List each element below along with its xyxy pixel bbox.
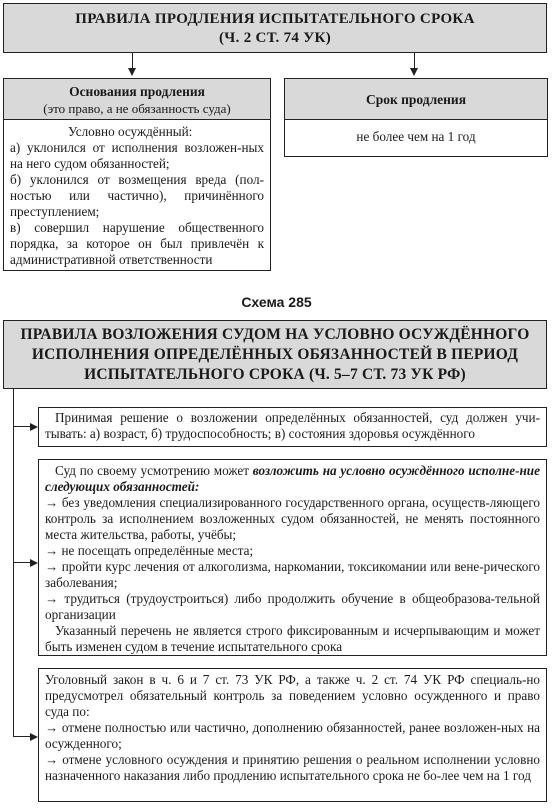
discretion-lead <box>45 463 540 495</box>
left-box-item-a: а) уклонился от исполнения возложен-ных на него судом обязанностей; <box>10 140 264 171</box>
arrow-down-right <box>410 68 418 76</box>
list-note: Указанный перечень не является строго фиксированным и исчерпывающим и может быть изменен судом в течение испытательного срока <box>45 623 540 654</box>
discretion-lead-emphasis: возложить на условно осуждённого исполне-ние следующих обязанностей: <box>45 463 540 494</box>
arrow-right-3 <box>30 733 38 741</box>
left-box-body <box>3 119 271 271</box>
control-item-2: → отмене условного осуждения и принятию решения о реальном исполнении условно назначенного наказания либо продлению испытательного срока не бо-лее чем на 1 год <box>45 752 540 783</box>
duty-item-3: → пройти курс лечения от алкоголизма, наркомании, токсикомании или вене-рического заболевания; <box>45 559 540 590</box>
control-box <box>38 668 547 802</box>
top-title-line1: ПРАВИЛА ПРОДЛЕНИЯ ИСПЫТАТЕЛЬНОГО СРОКА <box>75 11 475 27</box>
arrow-right-2 <box>30 559 38 567</box>
obligations-factors-box <box>38 407 547 447</box>
right-box-text: не более чем на 1 год <box>356 129 476 144</box>
factors-text: Принимая решение о возложении определённых обязанностей, суд должен учи-тывать: а) возраст, б) трудоспособность; в) состояния здоровья осуждённого <box>45 410 540 441</box>
right-box-body <box>284 119 548 157</box>
discretion-lead-text: Суд по своему усмотрению может <box>55 463 253 478</box>
branch-1 <box>13 426 31 427</box>
arrow-down-left <box>128 68 136 76</box>
left-box-subtitle: (это право, а не обязанность суда) <box>43 101 231 116</box>
left-box-intro: Условно осуждённый: <box>68 124 193 139</box>
duty-item-4: → трудиться (трудоустроиться) либо продолжить обучение в общеобразова-тельной организации <box>45 591 540 622</box>
arrow-right-1 <box>30 423 38 431</box>
right-box-header <box>284 78 548 120</box>
main-title-line2: ИСПОЛНЕНИЯ ОПРЕДЕЛЁННЫХ ОБЯЗАННОСТЕЙ В ПЕРИОД <box>31 346 519 363</box>
left-box-item-c: в) совершил нарушение общественного порядка, за которое он был привлечён к административной ответственности <box>10 220 264 267</box>
control-item-1: → отмене полностью или частично, дополнению обязанностей, ранее возложен-ных на осужденного; <box>45 720 540 751</box>
scheme-label: Схема 285 <box>241 294 312 310</box>
main-title-line1: ПРАВИЛА ВОЗЛОЖЕНИЯ СУДОМ НА УСЛОВНО ОСУЖДЁННОГО <box>20 326 530 343</box>
right-box-title: Срок продления <box>365 92 467 107</box>
main-title-line3: ИСПЫТАТЕЛЬНОГО СРОКА (Ч. 5–7 СТ. 73 УК РФ) <box>84 366 466 383</box>
left-box-item-b: б) уклонился от возмещения вреда (пол-ностью или частично), причинённого преступлением; <box>10 172 264 219</box>
branch-2 <box>13 562 31 563</box>
top-title-line2: (Ч. 2 СТ. 74 УК) <box>218 30 332 46</box>
branch-3 <box>13 736 31 737</box>
duty-item-1: → без уведомления специализированного государственного органа, осуществ-ляющего контроль за исполнением возложенных судом обязанностей, не менять постоянного места жительства, работы, учёбы; <box>45 495 540 542</box>
left-box-header <box>3 78 271 120</box>
top-title-box <box>3 3 547 53</box>
control-intro: Уголовный закон в ч. 6 и 7 ст. 73 УК РФ, а также ч. 2 ст. 74 УК РФ специаль-но предусмотрел обязательный контроль за поведением условно осужденного и право суда по: <box>45 672 540 719</box>
left-box-title: Основания продления <box>69 84 205 99</box>
duty-item-2: → не посещать определённые места; <box>45 543 254 558</box>
main-title-box <box>3 320 547 389</box>
court-discretion-box <box>38 459 547 656</box>
